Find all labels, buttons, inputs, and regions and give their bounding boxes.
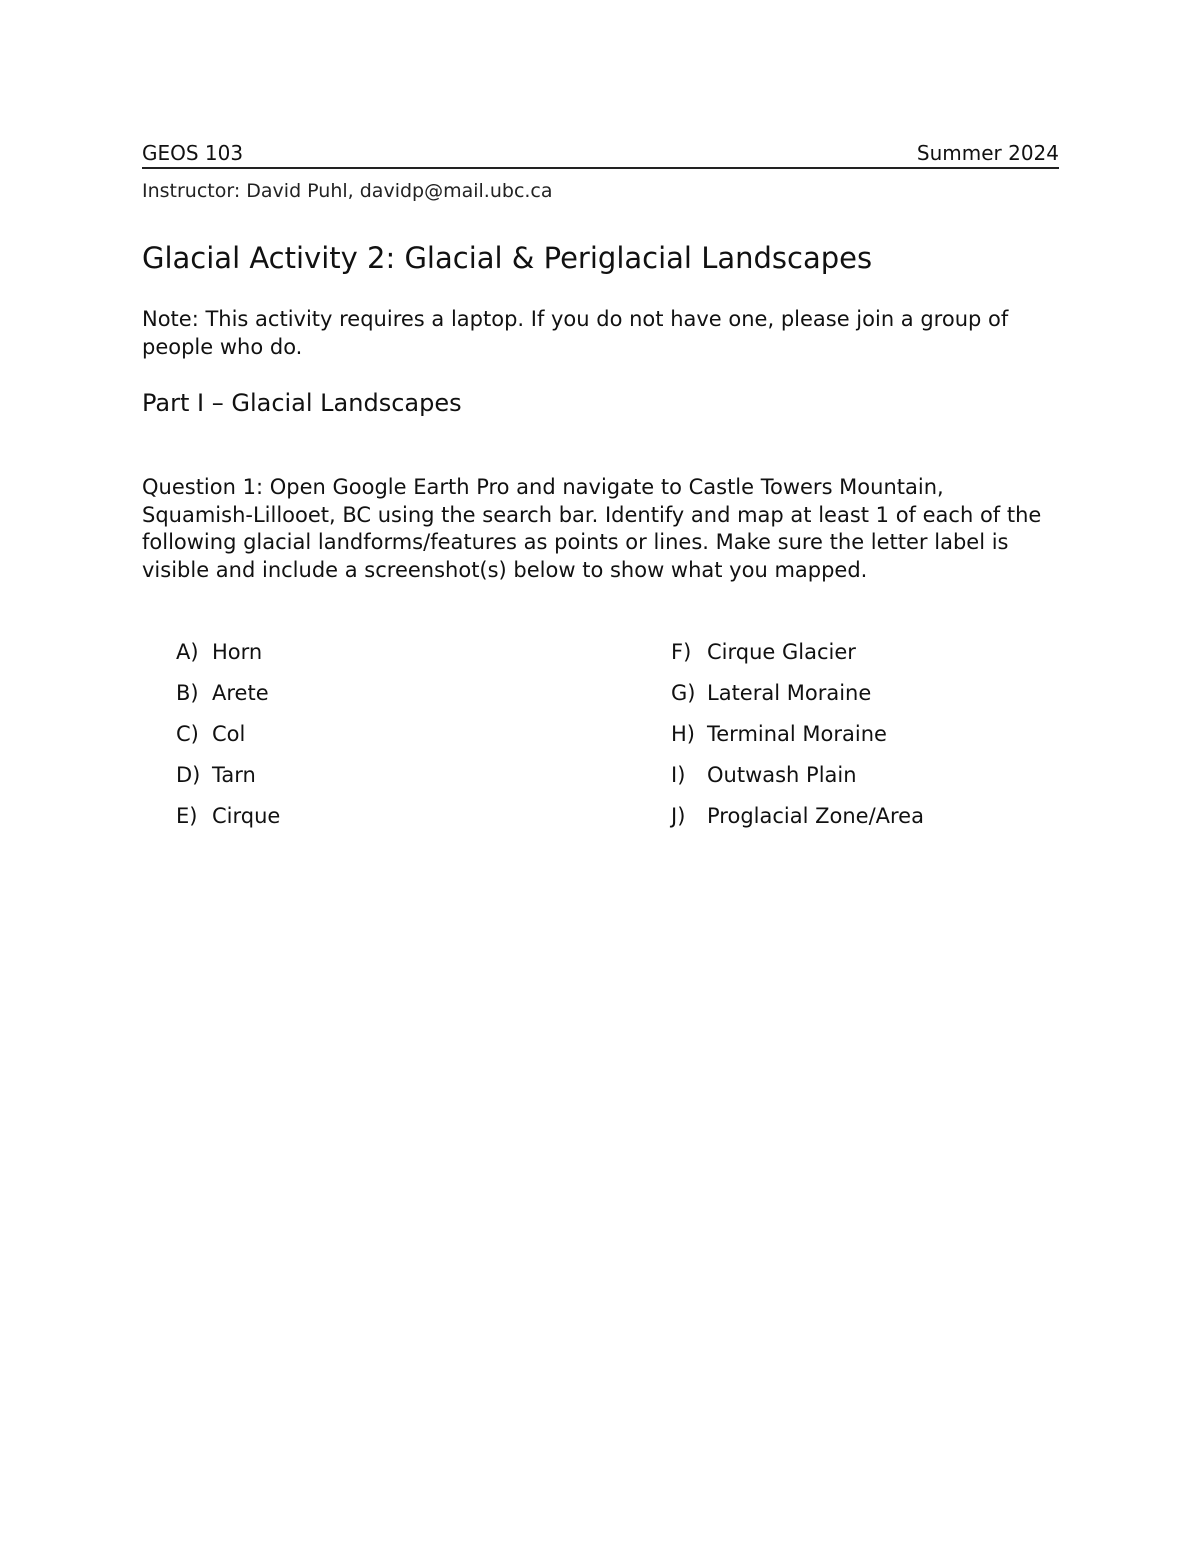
item-letter: J) [671, 804, 686, 828]
term-label: Summer 2024 [916, 141, 1059, 165]
page-title: Glacial Activity 2: Glacial & Periglacial Landscapes [142, 241, 873, 275]
item-label: Horn [212, 640, 263, 664]
item-label: Cirque Glacier [707, 640, 856, 664]
item-letter: G) [671, 681, 696, 705]
list-item [671, 760, 924, 801]
item-label: Terminal Moraine [707, 722, 887, 746]
item-letter: B) [176, 681, 199, 705]
list-item [176, 801, 280, 842]
item-label: Col [212, 722, 246, 746]
list-item [671, 719, 924, 760]
item-label: Tarn [212, 763, 256, 787]
item-letter: E) [176, 804, 198, 828]
list-item [671, 801, 924, 842]
part-heading: Part I – Glacial Landscapes [142, 389, 462, 417]
list-item [176, 719, 280, 760]
item-letter: F) [671, 640, 692, 664]
feature-list-left [176, 637, 280, 842]
laptop-note: Note: This activity requires a laptop. If you do not have one, please join a group of people who do. [142, 307, 1009, 359]
document-page [142, 0, 1059, 1553]
instructor-line: Instructor: David Puhl, davidp@mail.ubc.ca [142, 180, 553, 202]
item-letter: I) [671, 763, 686, 787]
item-label: Cirque [212, 804, 281, 828]
list-item [176, 760, 280, 801]
question-1: Question 1: Open Google Earth Pro and navigate to Castle Towers Mountain, Squamish-Lillooet, BC using the search bar. Identify and map at least 1 of each of the following glacial landforms/features as points or lines. Make sure the letter label is visible and include a screenshot(s) below to show what you mapped. [142, 475, 1042, 582]
page-header [142, 140, 1059, 170]
item-label: Arete [212, 681, 269, 705]
list-item [176, 637, 280, 678]
item-label: Proglacial Zone/Area [707, 804, 924, 828]
course-code: GEOS 103 [142, 141, 244, 165]
item-letter: C) [176, 722, 199, 746]
list-item [671, 637, 924, 678]
item-letter: A) [176, 640, 199, 664]
item-letter: H) [671, 722, 695, 746]
list-item [671, 678, 924, 719]
list-item [176, 678, 280, 719]
item-letter: D) [176, 763, 201, 787]
header-divider [142, 167, 1059, 169]
feature-list-right [671, 637, 924, 842]
item-label: Lateral Moraine [707, 681, 872, 705]
item-label: Outwash Plain [707, 763, 857, 787]
